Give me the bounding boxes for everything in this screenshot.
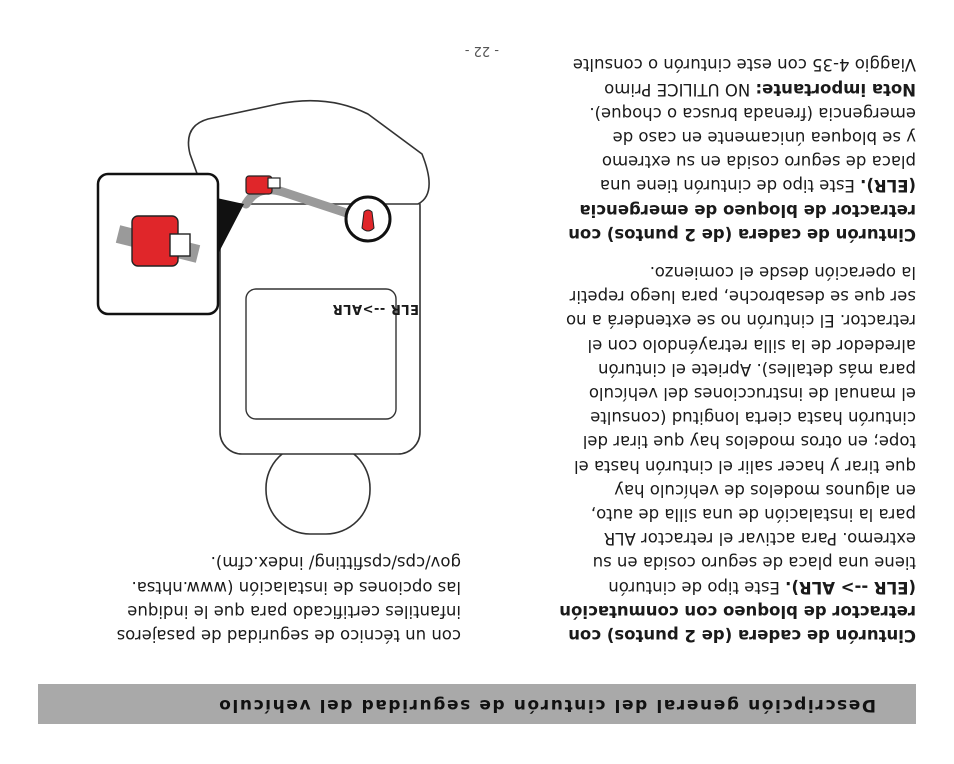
section2-line: emergencia (frenada brusca o choque).	[589, 103, 916, 123]
section1-line: Este tipo de cinturón	[608, 577, 786, 597]
section1-line: para la instalación de una silla de auto,	[590, 504, 916, 524]
section2-body	[491, 101, 916, 198]
section2-title-line1: Cinturón de cadera (de 2 puntos) con	[568, 224, 916, 244]
section-banner	[38, 684, 916, 724]
section2-title	[491, 197, 916, 245]
section1-body	[491, 260, 916, 599]
elr-alr-label: ELR -->ALR	[332, 301, 419, 316]
section1-title-line1: Cinturón de cadera (de 2 puntos) con	[568, 626, 916, 645]
section1-title	[491, 599, 916, 647]
continuation-line: con un técnico de seguridad de pasajeros	[116, 626, 461, 645]
section1-line: cinturón hasta cierta longitud (consulte	[590, 408, 916, 428]
note-line: Viaggio 4-35 con este cinturón o consulte	[572, 55, 916, 75]
section1-line: alrededor de la silla retrayéndolo con el	[587, 335, 916, 355]
important-note	[491, 52, 916, 100]
buckle-latch-plate	[268, 178, 280, 188]
section1-title-line2: retractor de bloqueo con conmutación	[559, 601, 916, 621]
section1-line: que tirar y hacer salir el cinturón hasta el	[573, 456, 916, 476]
section1-line: la operación desde el comienzo.	[649, 262, 916, 282]
section2-title-line2: retractor de bloqueo de emergencia	[579, 200, 916, 220]
note-line: NO UTILICE Primo	[604, 79, 756, 99]
section2-line: y se bloquea únicamente en caso de	[612, 127, 916, 147]
section1-line: el manual de instrucciones del vehículo	[588, 383, 916, 403]
seat-cushion-shape	[188, 101, 429, 204]
section1-line: en algunos modelos de vehículo hay	[614, 480, 916, 500]
belt-description-column	[491, 52, 916, 647]
banner-title: Descripción general del cinturón de seguridad del vehículo	[217, 695, 876, 715]
section1-line: ser que se desabroche, para luego repetir	[569, 287, 916, 307]
note-label: Nota importante:	[755, 79, 916, 99]
section1-line: tiene una placa de seguro cosida en su	[592, 553, 916, 573]
zoom-latch-plate	[170, 234, 190, 256]
section1-code: (ELR --> ALR).	[785, 577, 916, 597]
continuation-line: las opciones de instalación (www.nhtsa.	[131, 577, 461, 597]
car-seat-drawing	[38, 64, 458, 674]
retractor-icon	[362, 210, 374, 231]
continuation-line: infantiles certificado para que le indique	[127, 601, 461, 621]
continuation-line: gov/cps/cpsfitting/ index.cfm).	[210, 553, 461, 573]
section1-line: para más detalles). Apriete el cinturón	[598, 359, 916, 379]
car-seat-illustration	[38, 64, 458, 674]
section1-line: tope; en otros modelos hay que tirar del	[582, 432, 916, 452]
section2-code: (ELR).	[860, 176, 916, 196]
section1-line: retractor. El cinturón no se extenderá a no	[565, 311, 916, 331]
section2-line: Este tipo de cinturón tiene una	[599, 176, 861, 196]
headrest-shape	[266, 444, 370, 534]
section1-line: extremo. Para activar el retractor ALR	[603, 529, 916, 549]
section2-line: placa de seguro cosida en su extremo	[601, 152, 916, 172]
page-number: - 22 -	[464, 43, 499, 58]
